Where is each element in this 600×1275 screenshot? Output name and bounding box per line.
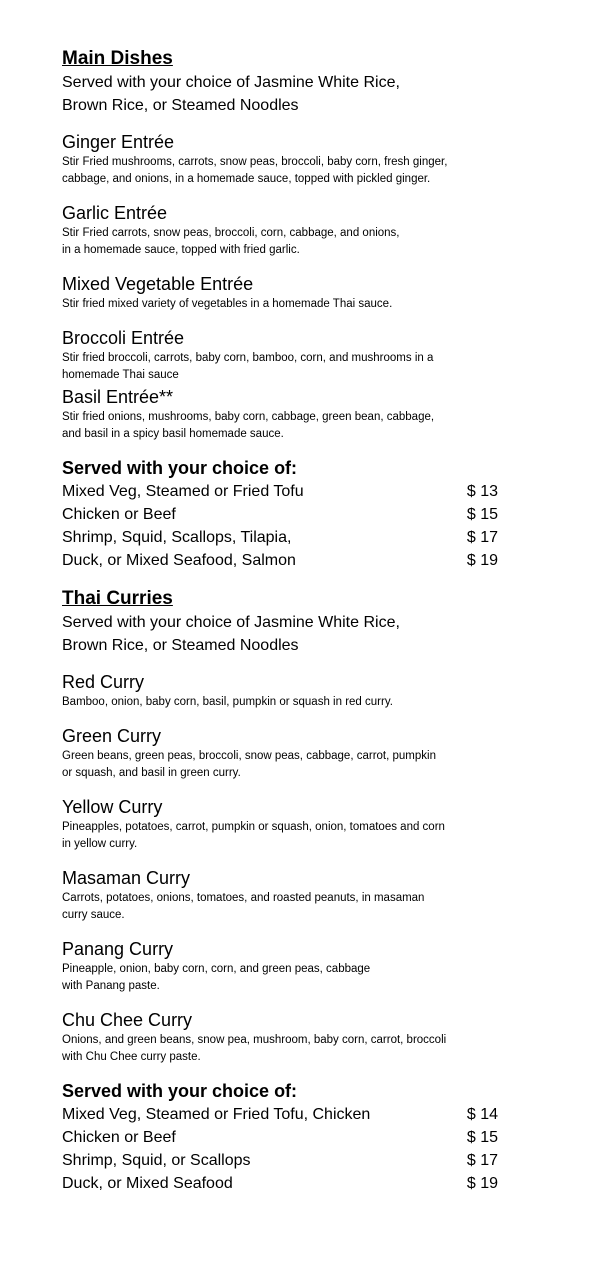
dish-name: Mixed Vegetable Entrée <box>62 274 254 294</box>
dish-description: Stir Fried carrots, snow peas, broccoli, corn, cabbage, and onions, in a homemade sauce, topped with fried garlic. <box>62 227 400 256</box>
price-row <box>62 480 498 503</box>
menu-item-mixed-vegetable-entree <box>62 273 542 313</box>
menu-item-yellow-curry <box>62 796 542 853</box>
price-label: Mixed Veg, Steamed or Fried Tofu, Chicken <box>62 1106 371 1123</box>
dish-name: Basil Entrée** <box>62 387 174 407</box>
price-value: $ 15 <box>466 1129 498 1146</box>
price-label: Shrimp, Squid, Scallops, Tilapia, <box>62 529 292 546</box>
price-row <box>62 1126 498 1149</box>
menu-item-green-curry <box>62 725 542 782</box>
dish-name: Broccoli Entrée <box>62 328 185 348</box>
menu-item-ginger-entree <box>62 131 542 188</box>
price-list <box>62 1103 542 1195</box>
price-value: $ 13 <box>466 483 498 500</box>
price-value: $ 19 <box>466 1175 498 1192</box>
dish-description: Green beans, green peas, broccoli, snow peas, cabbage, carrot, pumpkin or squash, and basil in green curry. <box>62 750 436 779</box>
section-intro-line: Brown Rice, or Steamed Noodles <box>62 97 299 114</box>
menu-item-panang-curry <box>62 938 542 995</box>
price-value: $ 19 <box>466 552 498 569</box>
dish-name: Green Curry <box>62 726 162 746</box>
section-intro-line: Served with your choice of Jasmine White Rice, <box>62 614 400 631</box>
dish-description: Stir fried onions, mushrooms, baby corn, cabbage, green bean, cabbage, and basil in a spicy basil homemade sauce. <box>62 411 435 440</box>
menu-item-masaman-curry <box>62 867 542 924</box>
section-title-thai-curries: Thai Curries <box>62 588 173 609</box>
menu-item-garlic-entree <box>62 202 542 259</box>
dish-description: Onions, and green beans, snow pea, mushroom, baby corn, carrot, broccoli with Chu Chee curry paste. <box>62 1034 447 1063</box>
price-label: Chicken or Beef <box>62 1129 176 1146</box>
price-label: Shrimp, Squid, or Scallops <box>62 1152 251 1169</box>
menu-item-red-curry <box>62 671 542 711</box>
price-list <box>62 480 542 572</box>
dish-description: Pineapple, onion, baby corn, corn, and green peas, cabbage with Panang paste. <box>62 963 371 992</box>
section-intro-line: Served with your choice of Jasmine White Rice, <box>62 74 400 91</box>
dish-description: Carrots, potatoes, onions, tomatoes, and roasted peanuts, in masaman curry sauce. <box>62 892 425 921</box>
choice-title: Served with your choice of: <box>62 458 298 478</box>
menu-page <box>62 47 542 1195</box>
section-title-main-dishes: Main Dishes <box>62 48 173 69</box>
dish-description: Stir fried mixed variety of vegetables in a homemade Thai sauce. <box>62 298 393 310</box>
price-value: $ 17 <box>466 1152 498 1169</box>
menu-item-chu-chee-curry <box>62 1009 542 1066</box>
dish-name: Masaman Curry <box>62 868 191 888</box>
price-row <box>62 1103 498 1126</box>
dish-description: Bamboo, onion, baby corn, basil, pumpkin or squash in red curry. <box>62 696 393 708</box>
price-value: $ 15 <box>466 506 498 523</box>
dish-name: Panang Curry <box>62 939 174 959</box>
price-label: Mixed Veg, Steamed or Fried Tofu <box>62 483 304 500</box>
dish-name: Chu Chee Curry <box>62 1010 193 1030</box>
choice-title: Served with your choice of: <box>62 1081 298 1101</box>
dish-description: Pineapples, potatoes, carrot, pumpkin or squash, onion, tomatoes and corn in yellow curry. <box>62 821 445 850</box>
price-label: Chicken or Beef <box>62 506 176 523</box>
dish-name: Red Curry <box>62 672 145 692</box>
price-row <box>62 526 498 549</box>
price-row <box>62 549 498 572</box>
section-intro-line: Brown Rice, or Steamed Noodles <box>62 637 299 654</box>
dish-description: Stir Fried mushrooms, carrots, snow peas, broccoli, baby corn, fresh ginger, cabbage, and onions, in a homemade sauce, topped with pickled ginger. <box>62 156 448 185</box>
menu-item-broccoli-entree <box>62 327 542 384</box>
dish-name: Garlic Entrée <box>62 203 168 223</box>
price-row <box>62 503 498 526</box>
price-row <box>62 1149 498 1172</box>
price-label: Duck, or Mixed Seafood <box>62 1175 233 1192</box>
dish-name: Ginger Entrée <box>62 132 175 152</box>
dish-name: Yellow Curry <box>62 797 163 817</box>
dish-description: Stir fried broccoli, carrots, baby corn, bamboo, corn, and mushrooms in a homemade Thai sauce <box>62 352 434 381</box>
price-value: $ 17 <box>466 529 498 546</box>
menu-item-basil-entree <box>62 386 542 443</box>
price-row <box>62 1172 498 1195</box>
price-value: $ 14 <box>466 1106 498 1123</box>
price-label: Duck, or Mixed Seafood, Salmon <box>62 552 296 569</box>
